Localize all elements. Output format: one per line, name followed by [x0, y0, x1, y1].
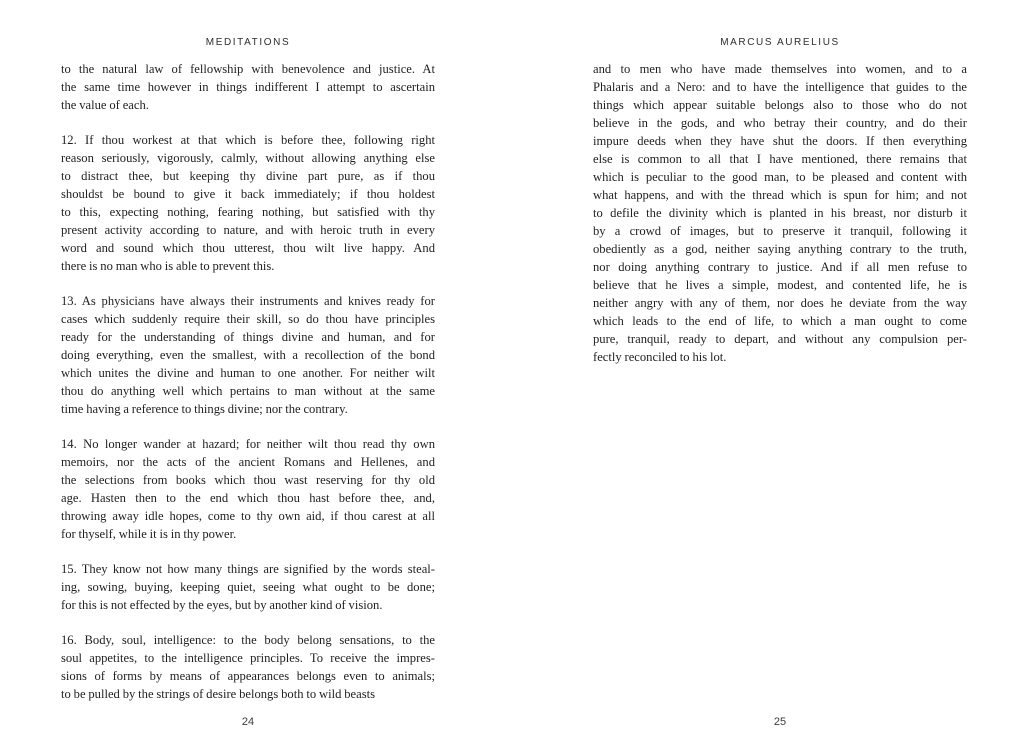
text-line: shouldst be bound to give it back immediately; if thou holdest — [61, 187, 435, 201]
text-line: memoirs, nor the acts of the ancient Romans and Hellenes, and — [61, 455, 435, 469]
text-line: to the natural law of fellowship with benevolence and justice. At — [61, 62, 435, 76]
text-line: age. Hasten then to the end which thou hast before thee, and, — [61, 491, 435, 505]
text-line: to be pulled by the strings of desire belongs both to wild beasts — [61, 687, 375, 701]
text-line: ing, sowing, buying, keeping quiet, seeing what ought to be done; — [61, 580, 435, 594]
right-page — [512, 0, 1024, 755]
paragraph — [61, 131, 435, 275]
text-line: what happens, and with the thread which is spun for him; and not — [593, 188, 967, 202]
text-line: throwing away idle hopes, come to thy own aid, if thou carest at all — [61, 509, 435, 523]
text-line: 13. As physicians have always their instruments and knives ready for — [61, 294, 435, 308]
text-line: impure deeds when they have shut the doors. If then everything — [593, 134, 967, 148]
text-line: which unites the divine and human to one another. For neither wilt — [61, 366, 435, 380]
text-line: neither angry with any of them, nor does he deviate from the way — [593, 296, 967, 310]
text-line: believe in the gods, and who betray their country, and do their — [593, 116, 967, 130]
paragraph — [61, 292, 435, 418]
text-line: for thyself, while it is in thy power. — [61, 527, 237, 541]
text-line: 16. Body, soul, intelligence: to the body belong sensations, to the — [61, 633, 435, 647]
text-line: 14. No longer wander at hazard; for neither wilt thou read thy own — [61, 437, 435, 451]
text-line: Phalaris and a Nero: and to have the intelligence that guides to the — [593, 80, 967, 94]
text-line: sions of forms by means of appearances belongs even to animals; — [61, 669, 435, 683]
text-line: for this is not effected by the eyes, but by another kind of vision. — [61, 598, 383, 612]
right-text-block — [593, 60, 967, 366]
text-line: the value of each. — [61, 98, 149, 112]
text-line: cases which suddenly require their skill, so do thou have principles — [61, 312, 435, 326]
text-line: which leads to the end of life, to which a man ought to come — [593, 314, 967, 328]
text-line: there is no man who is able to prevent this. — [61, 259, 275, 273]
text-line: to defile the divinity which is planted in his breast, nor disturb it — [593, 206, 967, 220]
text-line: nor doing anything contrary to justice. And if all men refuse to — [593, 260, 967, 274]
text-line: to this, expecting nothing, fearing nothing, but satisfied with thy — [61, 205, 435, 219]
text-line: the same time however in things indifferent I attempt to ascertain — [61, 80, 435, 94]
paragraph — [61, 631, 435, 703]
right-page-number: 25 — [773, 716, 787, 728]
text-line: present activity according to nature, and with heroic truth in every — [61, 223, 435, 237]
text-line: to distract thee, but keeping thy divine part pure, as if thou — [61, 169, 435, 183]
text-line: believe that he lives a simple, modest, and contented life, he is — [593, 278, 967, 292]
text-line: by a crowd of images, but to preserve it tranquil, following it — [593, 224, 967, 238]
text-line: time having a reference to things divine; nor the contrary. — [61, 402, 348, 416]
text-line: reason seriously, vigorously, calmly, without allowing anything else — [61, 151, 435, 165]
text-line: pure, tranquil, ready to depart, and without any compulsion per- — [593, 332, 967, 346]
text-line: word and sound which thou utterest, thou wilt live happy. And — [61, 241, 435, 255]
left-page-number: 24 — [241, 716, 255, 728]
text-line: obediently as a god, neither saying anything contrary to the truth, — [593, 242, 967, 256]
text-line: ready for the understanding of things divine and human, and for — [61, 330, 435, 344]
text-line: and to men who have made themselves into women, and to a — [593, 62, 967, 76]
text-line: which is peculiar to the good man, to be pleased and content with — [593, 170, 967, 184]
paragraph — [61, 435, 435, 543]
text-line: doing everything, even the smallest, with a recollection of the bond — [61, 348, 435, 362]
text-line: else is common to all that I have mentioned, there remains that — [593, 152, 967, 166]
text-line: thou do anything well which pertains to man without at the same — [61, 384, 435, 398]
text-line: the selections from books which thou wast reserving for thy old — [61, 473, 435, 487]
text-line: things which appear suitable belongs also to those who do not — [593, 98, 967, 112]
text-line: fectly reconciled to his lot. — [593, 350, 727, 364]
paragraph — [61, 60, 435, 114]
left-text-block — [61, 60, 435, 703]
text-line: 15. They know not how many things are signified by the words steal- — [61, 562, 435, 576]
text-line: 12. If thou workest at that which is before thee, following right — [61, 133, 435, 147]
paragraph — [593, 60, 967, 366]
paragraph — [61, 560, 435, 614]
left-running-header: MEDITATIONS — [205, 37, 291, 48]
text-line: soul appetites, to the intelligence principles. To receive the impres- — [61, 651, 435, 665]
right-running-header: MARCUS AURELIUS — [720, 37, 840, 48]
